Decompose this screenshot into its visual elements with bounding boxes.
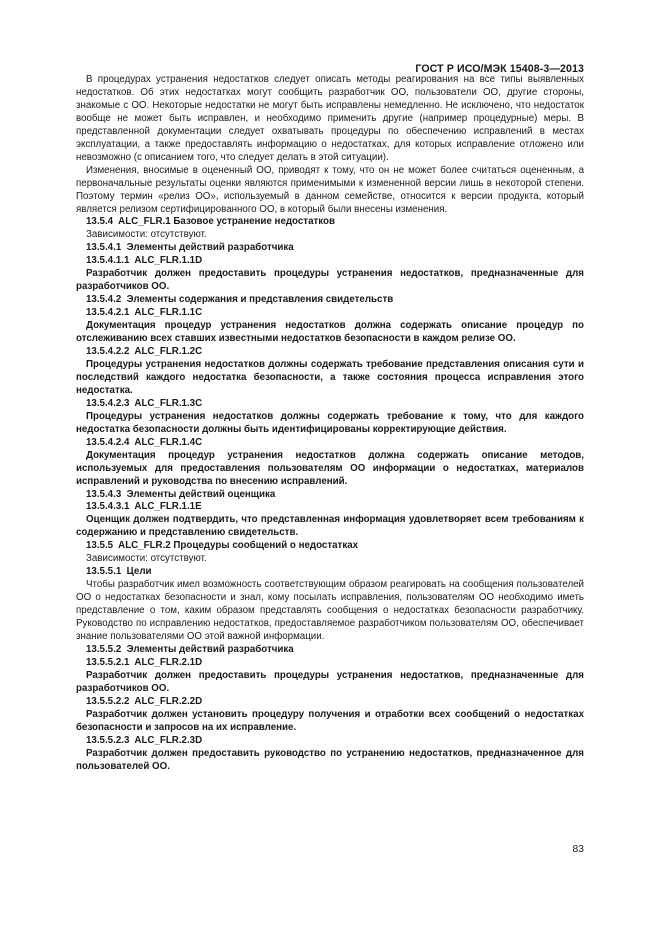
section-heading: 13.5.4.3 Элементы действий оценщика — [86, 488, 276, 500]
requirement-text: Процедуры устранения недостатков должны содержать требование представления описания сути и последствий каждого недостатка безопасности, а также состояния процесса исправления этого недостатка. — [76, 358, 587, 396]
element-id: 13.5.4.1.1 ALC_FLR.1.1D — [86, 255, 203, 267]
requirement-text: Разработчик должен установить процедуру получения и отработки всех сообщений о недостатках безопасности и запросов на их исправление. — [76, 708, 587, 733]
requirement-text: Разработчик должен предоставить процедуры устранения недостатков, предназначенные для разработчиков ОО. — [76, 669, 587, 694]
paragraph: В процедурах устранения недостатков следует описать методы реагирования на все типы выявленных недостатков. Об этих недостатках могут сообщить разработчик ОО, пользователи ОО, другие стороны, знакомые с ОО. Некоторые недостатки не могут быть исправлены немедленно. Не исключено, что недостаток вообще не может быть исправлен, и необходимо применить другие (например процедурные) меры. В представленной документации следует охватывать процедуры по обеспечению исправлений в местах эксплуатации, а также предоставлять информацию о недостатках, для которых исправление отложено или невозможно (с описанием того, что следует делать в этой ситуации). — [76, 74, 587, 163]
section-heading: 13.5.5.1 Цели — [86, 566, 152, 578]
element-id: 13.5.5.2.1 ALC_FLR.2.1D — [86, 656, 203, 668]
element-id: 13.5.4.2.1 ALC_FLR.1.1C — [86, 307, 203, 319]
element-id: 13.5.4.2.4 ALC_FLR.1.4C — [86, 436, 203, 448]
section-heading: 13.5.5 ALC_FLR.2 Процедуры сообщений о недостатках — [86, 540, 359, 552]
requirement-text: Разработчик должен предоставить процедуры устранения недостатков, предназначенные для разработчиков ОО. — [76, 268, 587, 293]
requirement-text: Процедуры устранения недостатков должны содержать требование к тому, что для каждого недостатка безопасности должны быть идентифицированы корректирующие действия. — [76, 410, 587, 435]
document-header: ГОСТ Р ИСО/МЭК 15408-3—2013 — [415, 63, 584, 75]
requirement-text: Документация процедур устранения недостатков должна содержать описание процедур по отслеживанию всех ставших известными недостатков безопасности в каждом релизе ОО. — [76, 320, 587, 345]
requirement-text: Оценщик должен подтвердить, что представленная информация удовлетворяет всем требованиям к содержанию и представлению свидетельств. — [76, 514, 587, 539]
paragraph: Чтобы разработчик имел возможность соответствующим образом реагировать на сообщения пользователей ОО о недостатках безопасности и знал, кому посылать исправления, пользователям ОО необходимо иметь представление о том, каким образом представлять сообщения о недостатках безопасности разработчику. Руководство по исправлению недостатков, предоставляемое разработчиком пользователям ОО, обеспечивает знание пользователями ОО этой важной информации. — [76, 579, 587, 642]
paragraph: Изменения, вносимые в оцененный ОО, приводят к тому, что он не может более считаться оцененным, а первоначальные результаты оценки являются применимыми к измененной версии лишь в некоторой степени. Поэтому термин «релиз ОО», используемый в данном семействе, относится к версии продукта, который является релизом сертифицированного ОО, в который были внесены изменения. — [76, 164, 587, 215]
page-content — [76, 74, 587, 773]
element-id: 13.5.4.2.2 ALC_FLR.1.2C — [86, 346, 203, 358]
dependencies-line: Зависимости: отсутствуют. — [86, 553, 207, 565]
section-heading: 13.5.4.1 Элементы действий разработчика — [86, 242, 294, 254]
element-id: 13.5.5.2.3 ALC_FLR.2.3D — [86, 734, 203, 746]
section-heading: 13.5.4 ALC_FLR.1 Базовое устранение недостатков — [86, 216, 335, 228]
element-id: 13.5.4.3.1 ALC_FLR.1.1E — [86, 501, 202, 513]
requirement-text: Разработчик должен предоставить руководство по устранению недостатков, предназначенное для пользователей ОО. — [76, 747, 587, 772]
requirement-text: Документация процедур устранения недостатков должна содержать описание методов, используемых для предоставления пользователям ОО информации о недостатках, материалов исправлений и руководства по внесению исправлений. — [76, 449, 587, 487]
section-heading: 13.5.4.2 Элементы содержания и представления свидетельств — [86, 294, 394, 306]
page-number: 83 — [572, 844, 584, 855]
dependencies-line: Зависимости: отсутствуют. — [86, 229, 207, 241]
element-id: 13.5.4.2.3 ALC_FLR.1.3C — [86, 397, 203, 409]
element-id: 13.5.5.2.2 ALC_FLR.2.2D — [86, 695, 203, 707]
section-heading: 13.5.5.2 Элементы действий разработчика — [86, 643, 294, 655]
